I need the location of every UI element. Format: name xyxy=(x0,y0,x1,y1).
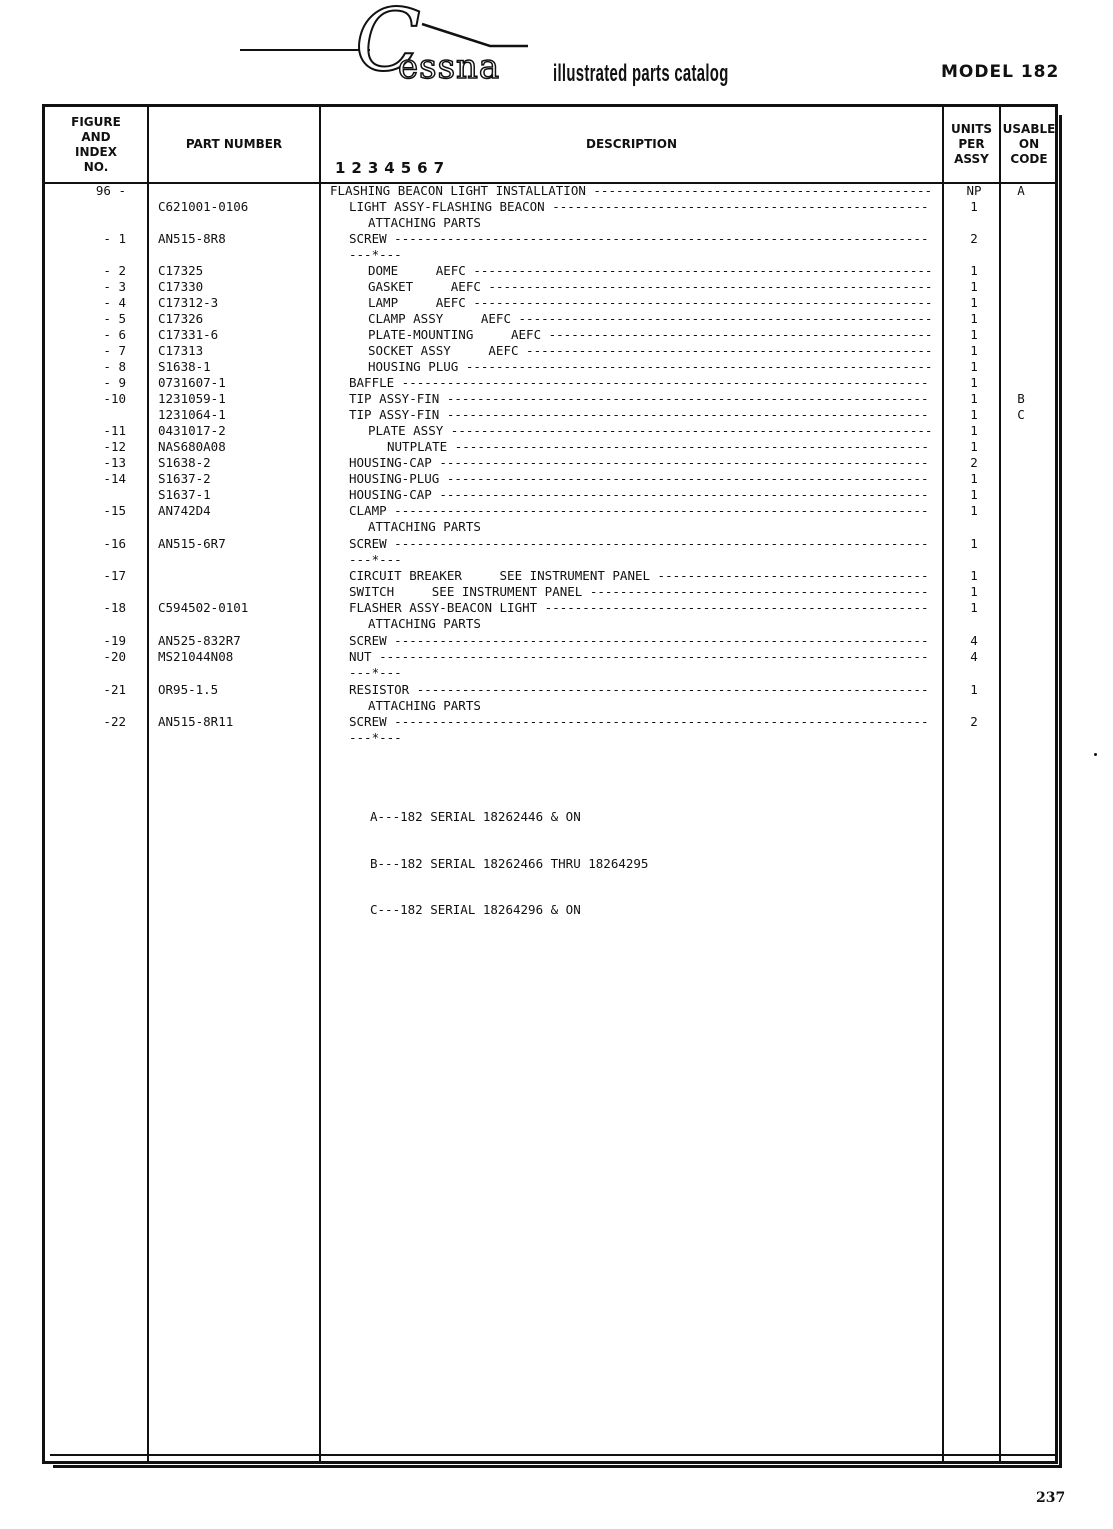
description xyxy=(330,327,940,343)
description-text: ---*--- xyxy=(349,247,402,262)
usable-code xyxy=(1000,600,1042,616)
description xyxy=(330,633,940,649)
catalog-title: illustrated parts catalog xyxy=(553,60,729,87)
description xyxy=(330,199,940,215)
units-per-assy: 1 xyxy=(970,439,978,454)
figure-index: - 8 xyxy=(103,359,126,374)
units-per-assy: 2 xyxy=(970,231,978,246)
part-number: C17325 xyxy=(158,263,204,278)
usable-code xyxy=(1000,455,1042,471)
part-number: C17331-6 xyxy=(158,327,219,342)
usable-code: B xyxy=(1017,391,1025,406)
description xyxy=(330,536,940,552)
description-text: ---*--- xyxy=(349,665,402,680)
description-text: LIGHT ASSY-FLASHING BEACON xyxy=(349,199,545,214)
usable-code xyxy=(1000,552,1042,568)
usable-code xyxy=(1000,279,1042,295)
figure-index: -11 xyxy=(103,423,126,438)
units-per-assy: 1 xyxy=(970,295,978,310)
figure-index: - 2 xyxy=(103,263,126,278)
description-text: CLAMP ASSY AEFC xyxy=(368,311,511,326)
leader-dashes: --------------------------------------------------- xyxy=(537,600,929,615)
usable-code xyxy=(1000,311,1042,327)
part-number: C594502-0101 xyxy=(158,600,249,615)
col-header-units: UNITS PER ASSY xyxy=(950,122,993,166)
part-number: AN515-8R11 xyxy=(158,714,234,729)
figure-index xyxy=(62,407,126,423)
description xyxy=(330,247,940,263)
divider-description xyxy=(942,107,944,1461)
indent-digits: 1234567 xyxy=(335,159,451,177)
scan-speck xyxy=(1094,753,1097,756)
page-number: 237 xyxy=(1036,1490,1066,1506)
figure-index: 96 - xyxy=(95,183,126,198)
units-per-assy: 1 xyxy=(970,503,978,518)
units-per-assy: 1 xyxy=(970,487,978,502)
usable-code xyxy=(1000,375,1042,391)
description xyxy=(330,471,940,487)
figure-index: -20 xyxy=(103,649,126,664)
description xyxy=(330,263,940,279)
leader-dashes: --------------------------------------------------------------- xyxy=(447,439,929,454)
description-text: SOCKET ASSY AEFC xyxy=(368,343,519,358)
serial-notes xyxy=(370,778,648,933)
description-text: FLASHING BEACON LIGHT INSTALLATION xyxy=(330,183,586,198)
usable-code xyxy=(1000,231,1042,247)
part-number: S1637-1 xyxy=(158,487,211,502)
part-number: 1231064-1 xyxy=(158,407,226,422)
units-per-assy: 1 xyxy=(970,359,978,374)
usable-code xyxy=(1000,343,1042,359)
usable-code xyxy=(1000,199,1042,215)
leader-dashes: --------------------------------------------- xyxy=(585,183,933,198)
description-text: RESISTOR xyxy=(349,682,410,697)
usable-code xyxy=(1000,215,1042,231)
description-text: FLASHER ASSY-BEACON LIGHT xyxy=(349,600,538,615)
bottom-rule xyxy=(50,1454,1056,1456)
figure-index: -15 xyxy=(103,503,126,518)
description xyxy=(330,391,940,407)
part-number: OR95-1.5 xyxy=(158,682,219,697)
figure-index: - 3 xyxy=(103,279,126,294)
leader-dashes: ----------------------------------------------------------------------- xyxy=(386,231,929,246)
part-number: S1638-2 xyxy=(158,455,211,470)
description-text: LAMP AEFC xyxy=(368,295,466,310)
description-text: CIRCUIT BREAKER SEE INSTRUMENT PANEL xyxy=(349,568,651,583)
figure-index: - 5 xyxy=(103,311,126,326)
divider-figure xyxy=(147,107,149,1461)
description xyxy=(330,584,940,600)
description-text: PLATE ASSY xyxy=(368,423,444,438)
usable-code xyxy=(1000,536,1042,552)
figure-index: - 7 xyxy=(103,343,126,358)
description xyxy=(330,423,940,439)
description-text: SCREW xyxy=(349,633,387,648)
description xyxy=(330,730,940,746)
leader-dashes: ------------------------------------------------------------- xyxy=(465,263,933,278)
leader-dashes: ------------------------------------------------------- xyxy=(511,311,933,326)
figure-index xyxy=(62,247,126,263)
units-per-assy xyxy=(950,665,998,681)
leader-dashes: --------------------------------------------------- xyxy=(541,327,933,342)
units-per-assy: 1 xyxy=(970,327,978,342)
leader-dashes: -------------------------------------------------------------------- xyxy=(409,682,929,697)
description-text: ATTACHING PARTS xyxy=(368,698,481,713)
col-header-figure: FIGURE AND INDEX NO. xyxy=(71,114,121,174)
description-text: ---*--- xyxy=(349,552,402,567)
usable-code xyxy=(1000,584,1042,600)
leader-dashes: ----------------------------------------------------------------------- xyxy=(386,714,929,729)
units-per-assy: 1 xyxy=(970,423,978,438)
description-text: HOUSING-CAP xyxy=(349,455,432,470)
description-text: NUTPLATE xyxy=(387,439,448,454)
units-per-assy: 1 xyxy=(970,682,978,697)
units-per-assy: 1 xyxy=(970,279,978,294)
units-per-assy: 1 xyxy=(970,568,978,583)
part-number: C17312-3 xyxy=(158,295,219,310)
leader-dashes: ---------------------------------------------------------------------- xyxy=(394,375,929,390)
units-per-assy: 4 xyxy=(970,649,978,664)
description xyxy=(330,568,940,584)
description xyxy=(330,455,940,471)
description xyxy=(330,439,940,455)
units-per-assy: 1 xyxy=(970,343,978,358)
figure-index: -22 xyxy=(103,714,126,729)
usable-code xyxy=(1000,519,1042,535)
usable-code xyxy=(1000,263,1042,279)
logo-rule xyxy=(240,49,370,51)
description-text: ATTACHING PARTS xyxy=(368,616,481,631)
leader-dashes: ----------------------------------------------------------------------- xyxy=(386,633,929,648)
usable-code xyxy=(1000,471,1042,487)
leader-dashes: ------------------------------------------------------ xyxy=(518,343,933,358)
part-number: C17326 xyxy=(158,311,204,326)
description xyxy=(330,343,940,359)
logo-letter-c: C xyxy=(355,0,421,91)
description-text: HOUSING-CAP xyxy=(349,487,432,502)
part-number: C17313 xyxy=(158,343,204,358)
usable-code xyxy=(1000,568,1042,584)
part-number: NAS680A08 xyxy=(158,439,226,454)
figure-index: - 1 xyxy=(103,231,126,246)
description xyxy=(330,407,940,423)
model-label: MODEL 182 xyxy=(941,62,1060,82)
units-per-assy xyxy=(950,730,998,746)
leader-dashes: ---------------------------------------------------------------- xyxy=(439,407,929,422)
leader-dashes: ----------------------------------------------------------------------- xyxy=(386,503,929,518)
units-per-assy xyxy=(950,519,998,535)
description-text: ATTACHING PARTS xyxy=(368,519,481,534)
description xyxy=(330,649,940,665)
leader-dashes: ------------------------------------------------------------------------- xyxy=(371,649,929,664)
col-header-part-number: PART NUMBER xyxy=(185,137,283,151)
usable-code xyxy=(1000,616,1042,632)
note-line: C---182 SERIAL 18264296 & ON xyxy=(370,902,581,917)
part-number: AN525-832R7 xyxy=(158,633,241,648)
leader-dashes: ----------------------------------------------------------------------- xyxy=(386,536,929,551)
description xyxy=(330,487,940,503)
description xyxy=(330,183,940,199)
usable-code xyxy=(1000,714,1042,730)
figure-index xyxy=(62,730,126,746)
units-per-assy: 1 xyxy=(970,375,978,390)
figure-index: -19 xyxy=(103,633,126,648)
usable-code xyxy=(1000,439,1042,455)
note-line: A---182 SERIAL 18262446 & ON xyxy=(370,809,581,824)
figure-index xyxy=(62,584,126,600)
figure-index: -17 xyxy=(103,568,126,583)
units-per-assy: 1 xyxy=(970,471,978,486)
description-text: BAFFLE xyxy=(349,375,395,390)
figure-index xyxy=(62,552,126,568)
units-per-assy: 1 xyxy=(970,263,978,278)
description xyxy=(330,600,940,616)
description xyxy=(330,311,940,327)
part-number: C621001-0106 xyxy=(158,199,249,214)
usable-code xyxy=(1000,423,1042,439)
units-per-assy xyxy=(950,616,998,632)
part-number: S1637-2 xyxy=(158,471,211,486)
units-per-assy: 1 xyxy=(970,199,978,214)
description xyxy=(330,359,940,375)
page-header xyxy=(0,0,1113,100)
part-number: AN515-8R8 xyxy=(158,231,226,246)
usable-code xyxy=(1000,649,1042,665)
part-number: S1638-1 xyxy=(158,359,211,374)
usable-code xyxy=(1000,665,1042,681)
description xyxy=(330,503,940,519)
description-text: PLATE-MOUNTING AEFC xyxy=(368,327,542,342)
leader-dashes: -------------------------------------------------- xyxy=(544,199,929,214)
units-per-assy: NP xyxy=(966,183,982,198)
usable-code xyxy=(1000,633,1042,649)
leader-dashes: ---------------------------------------------------------------- xyxy=(439,391,929,406)
units-per-assy xyxy=(950,215,998,231)
usable-code xyxy=(1000,487,1042,503)
description-text: DOME AEFC xyxy=(368,263,466,278)
units-per-assy: 4 xyxy=(970,633,978,648)
description xyxy=(330,616,940,632)
usable-code: A xyxy=(1017,183,1025,198)
leader-dashes: ---------------------------------------------------------------- xyxy=(439,471,929,486)
usable-code xyxy=(1000,698,1042,714)
figure-index: -16 xyxy=(103,536,126,551)
description-text: SCREW xyxy=(349,536,387,551)
description-text: NUT xyxy=(349,649,372,664)
leader-dashes: ------------------------------------------------------------- xyxy=(465,295,933,310)
part-number: 0431017-2 xyxy=(158,423,226,438)
figure-index xyxy=(62,616,126,632)
figure-index xyxy=(62,665,126,681)
figure-index: - 6 xyxy=(103,327,126,342)
usable-code xyxy=(1000,682,1042,698)
units-per-assy xyxy=(950,698,998,714)
units-per-assy: 1 xyxy=(970,536,978,551)
note-line: B---182 SERIAL 18262466 THRU 18264295 xyxy=(370,855,649,871)
figure-index: -12 xyxy=(103,439,126,454)
usable-code xyxy=(1000,295,1042,311)
leader-dashes: ---------------------------------------------------------------- xyxy=(443,423,933,438)
units-per-assy xyxy=(950,247,998,263)
units-per-assy xyxy=(950,552,998,568)
figure-index xyxy=(62,487,126,503)
description-text: HOUSING PLUG xyxy=(368,359,459,374)
logo-wordmark: essna xyxy=(398,47,501,87)
description xyxy=(330,552,940,568)
figure-index: - 4 xyxy=(103,295,126,310)
figure-index xyxy=(62,199,126,215)
description xyxy=(330,295,940,311)
description-text: ATTACHING PARTS xyxy=(368,215,481,230)
units-per-assy: 1 xyxy=(970,407,978,422)
description xyxy=(330,231,940,247)
leader-dashes: ----------------------------------------------------------------- xyxy=(431,455,929,470)
description-text: ---*--- xyxy=(349,730,402,745)
usable-code xyxy=(1000,327,1042,343)
description-text: TIP ASSY-FIN xyxy=(349,407,440,422)
description-text: TIP ASSY-FIN xyxy=(349,391,440,406)
figure-index: -21 xyxy=(103,682,126,697)
usable-code: C xyxy=(1017,407,1025,422)
description-text: SCREW xyxy=(349,714,387,729)
col-header-usable: USABLE ON CODE xyxy=(1002,122,1056,166)
figure-index: -10 xyxy=(103,391,126,406)
part-number: C17330 xyxy=(158,279,204,294)
usable-code xyxy=(1000,503,1042,519)
figure-index: -18 xyxy=(103,600,126,615)
units-per-assy: 1 xyxy=(970,391,978,406)
leader-dashes: ----------------------------------------------------------- xyxy=(480,279,933,294)
usable-code xyxy=(1000,359,1042,375)
units-per-assy: 2 xyxy=(970,714,978,729)
leader-dashes: --------------------------------------------- xyxy=(582,584,929,599)
description-text: SCREW xyxy=(349,231,387,246)
figure-index: -13 xyxy=(103,455,126,470)
divider-part-number xyxy=(319,107,321,1461)
description-text: GASKET AEFC xyxy=(368,279,481,294)
description xyxy=(330,519,940,535)
part-number: MS21044N08 xyxy=(158,649,234,664)
leader-dashes: ----------------------------------------------------------------- xyxy=(431,487,929,502)
units-per-assy: 1 xyxy=(970,584,978,599)
col-header-description: DESCRIPTION xyxy=(585,137,677,151)
units-per-assy: 1 xyxy=(970,600,978,615)
description xyxy=(330,698,940,714)
figure-index xyxy=(62,519,126,535)
figure-index xyxy=(62,215,126,231)
description-text: CLAMP xyxy=(349,503,387,518)
description-text: SWITCH SEE INSTRUMENT PANEL xyxy=(349,584,583,599)
figure-index: - 9 xyxy=(103,375,126,390)
leader-dashes: ------------------------------------ xyxy=(650,568,929,583)
description xyxy=(330,215,940,231)
usable-code xyxy=(1000,730,1042,746)
part-number: AN515-6R7 xyxy=(158,536,226,551)
description xyxy=(330,279,940,295)
leader-dashes: -------------------------------------------------------------- xyxy=(458,359,933,374)
part-number: 0731607-1 xyxy=(158,375,226,390)
description-text: HOUSING-PLUG xyxy=(349,471,440,486)
figure-index xyxy=(62,698,126,714)
figure-index: -14 xyxy=(103,471,126,486)
units-per-assy: 1 xyxy=(970,311,978,326)
description xyxy=(330,375,940,391)
description xyxy=(330,665,940,681)
description xyxy=(330,714,940,730)
usable-code xyxy=(1000,247,1042,263)
part-number: AN742D4 xyxy=(158,503,211,518)
units-per-assy: 2 xyxy=(970,455,978,470)
description xyxy=(330,682,940,698)
part-number: 1231059-1 xyxy=(158,391,226,406)
